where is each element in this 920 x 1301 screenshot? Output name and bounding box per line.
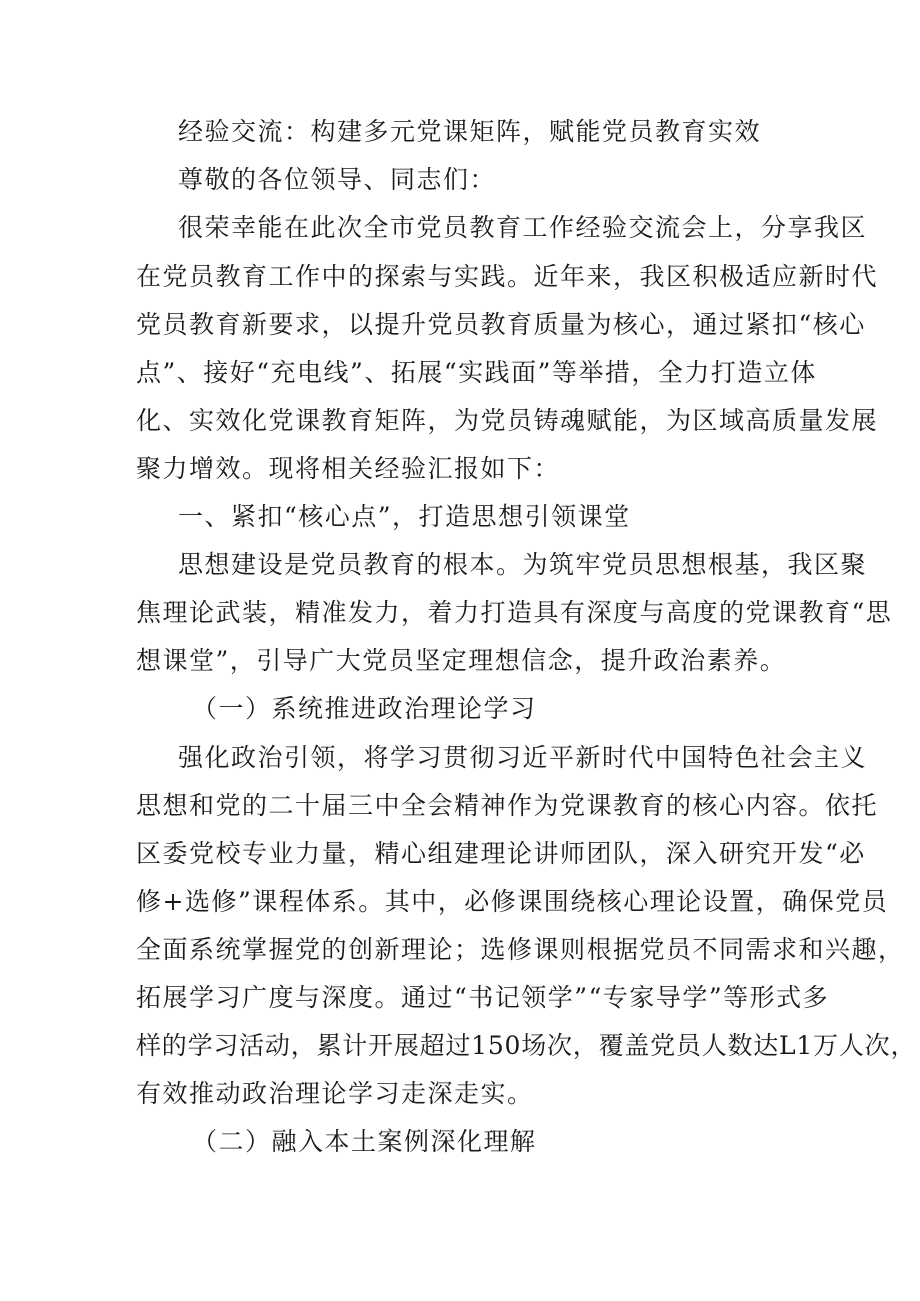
paragraph-line: 在党员教育工作中的探索与实践。近年来，我区积极适应新时代 (136, 262, 879, 291)
paragraph-line: 化、实效化党课教育矩阵，为党员铸魂赋能，为区域高质量发展 (136, 406, 879, 435)
paragraph-line: 很荣幸能在此次全市党员教育工作经验交流会上，分享我区 (178, 213, 868, 242)
paragraph-line: 想课堂”，引导广大党员坚定理想信念，提升政治素养。 (136, 646, 787, 675)
paragraph-line: 焦理论武装，精准发力，着力打造具有深度与高度的党课教育“思 (136, 598, 893, 627)
paragraph-line: 拓展学习广度与深度。通过“书记领学”“专家导学”等形式多 (136, 983, 830, 1012)
paragraph-line: 思想和党的二十届三中全会精神作为党课教育的核心内容。依托 (136, 791, 879, 820)
paragraph-line: 有效推动政治理论学习走深走实。 (136, 1079, 534, 1108)
document-title: 经验交流：构建多元党课矩阵，赋能党员教育实效 (178, 117, 762, 146)
section-heading: 一、紧扣“核心点”，打造思想引领课堂 (178, 502, 631, 531)
paragraph-line: 聚力增效。现将相关经验汇报如下： (136, 454, 561, 483)
paragraph-line: 全面系统掌握党的创新理论；选修课则根据党员不同需求和兴趣， (136, 935, 905, 964)
subsection-heading: （二）融入本土案例深化理解 (192, 1127, 537, 1156)
paragraph-line: 区委党校专业力量，精心组建理论讲师团队，深入研究开发“必 (136, 839, 866, 868)
paragraph-line: 样的学习活动，累计开展超过150场次，覆盖党员人数达L1万人次， (136, 1031, 917, 1060)
paragraph-line: 修+选修”课程体系。其中，必修课围绕核心理论设置，确保党员 (136, 887, 889, 916)
paragraph-line: 点”、接好“充电线”、拓展“实践面”等举措，全力打造立体 (136, 358, 817, 387)
subsection-heading: （一）系统推进政治理论学习 (192, 694, 537, 723)
paragraph-line: 思想建设是党员教育的根本。为筑牢党员思想根基，我区聚 (178, 550, 868, 579)
paragraph-line: 强化政治引领，将学习贯彻习近平新时代中国特色社会主义 (178, 743, 868, 772)
salutation: 尊敬的各位领导、同志们： (178, 165, 497, 194)
paragraph-line: 党员教育新要求，以提升党员教育质量为核心，通过紧扣“核心 (136, 310, 866, 339)
